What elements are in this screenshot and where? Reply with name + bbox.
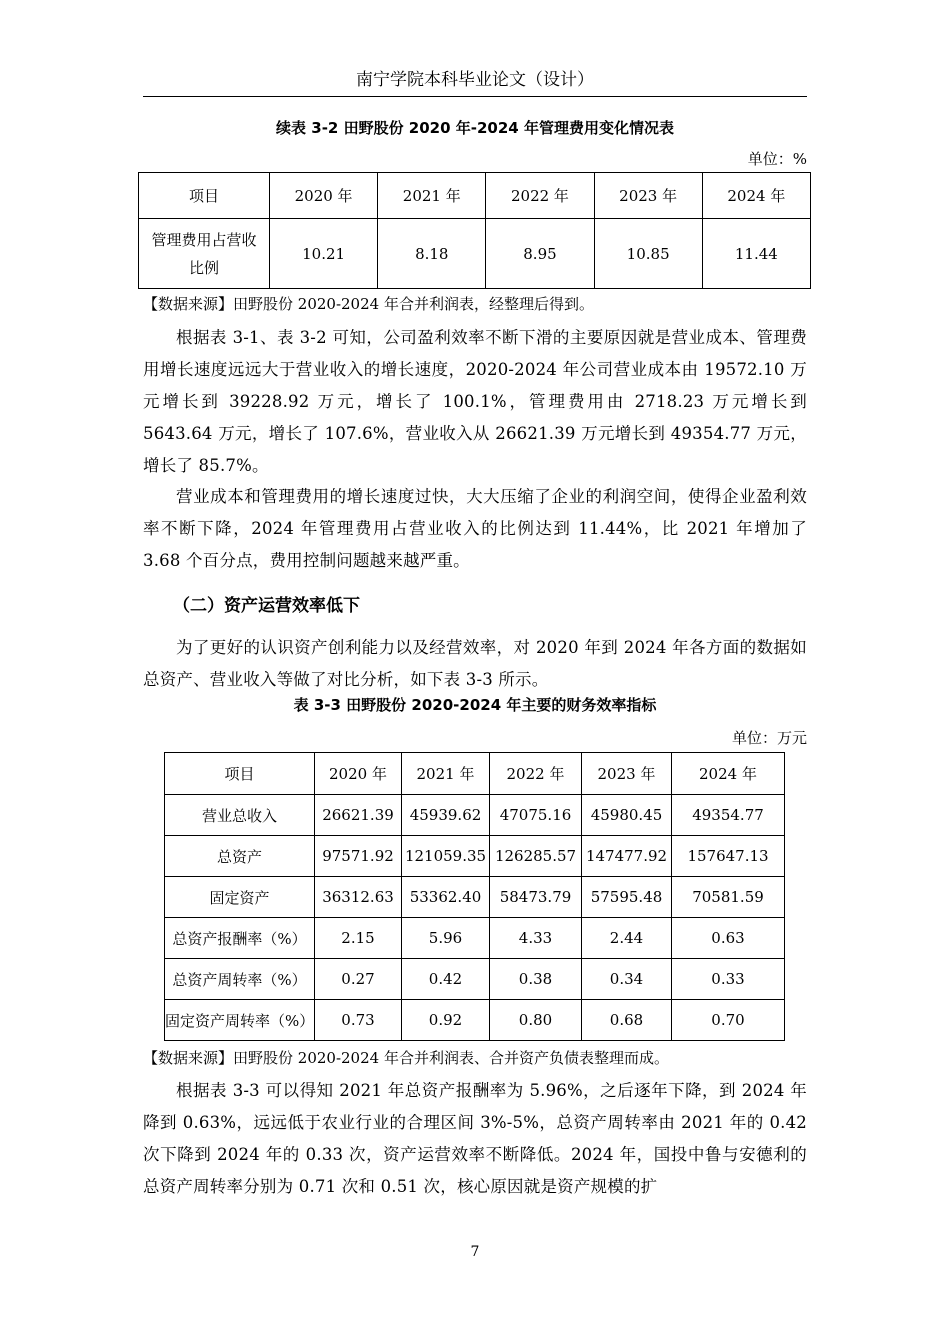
- table2-cell: 0.42: [402, 959, 490, 1000]
- table2-header-cell: 项目: [165, 753, 315, 795]
- table2-cell: 121059.35: [402, 836, 490, 877]
- table2-header-cell: 2021 年: [402, 753, 490, 795]
- table2-cell: 2.15: [315, 918, 402, 959]
- table2-cell: 0.70: [672, 1000, 785, 1041]
- table2-cell: 0.33: [672, 959, 785, 1000]
- table2-unit: 单位：万元: [731, 729, 807, 747]
- table1-cell: 10.21: [270, 219, 378, 289]
- page-number: 7: [470, 1244, 480, 1260]
- table-row: [165, 1000, 785, 1041]
- table2-caption: 表 3-3 田野股份 2020-2024 年主要的财务效率指标: [293, 696, 657, 714]
- table2-cell: 157647.13: [672, 836, 785, 877]
- table2-row-label: 总资产: [165, 836, 315, 877]
- table2-header-cell: 2023 年: [582, 753, 672, 795]
- table2-cell: 0.27: [315, 959, 402, 1000]
- table1-header-cell: 2023 年: [594, 173, 702, 219]
- table2-cell: 70581.59: [672, 877, 785, 918]
- body-paragraph: 营业成本和管理费用的增长速度过快，大大压缩了企业的利润空间，使得企业盈利效率不断下降，2024 年管理费用占营业收入的比例达到 11.44%，比 2021 年增加了 3.68 个百分点，费用控制问题越来越严重。: [143, 487, 807, 570]
- table2-cell: 5.96: [402, 918, 490, 959]
- table2-cell: 0.92: [402, 1000, 490, 1041]
- table2-row-label: 总资产报酬率（%）: [165, 918, 315, 959]
- table1-header-cell: 2020 年: [270, 173, 378, 219]
- table1-header-row: [139, 173, 811, 219]
- table-row: [165, 918, 785, 959]
- table2-cell: 36312.63: [315, 877, 402, 918]
- table2-cell: 49354.77: [672, 795, 785, 836]
- table2-row-label: 总资产周转率（%）: [165, 959, 315, 1000]
- table1-cell: 8.95: [486, 219, 594, 289]
- table2-cell: 45939.62: [402, 795, 490, 836]
- page-header: 南宁学院本科毕业论文（设计）: [143, 64, 807, 97]
- table2-header-cell: 2022 年: [490, 753, 582, 795]
- table2-cell: 0.34: [582, 959, 672, 1000]
- table2-header-cell: 2020 年: [315, 753, 402, 795]
- table2-cell: 47075.16: [490, 795, 582, 836]
- table1-header-cell: 2024 年: [702, 173, 810, 219]
- table1-cell: 10.85: [594, 219, 702, 289]
- table2-cell: 0.68: [582, 1000, 672, 1041]
- table2-row-label: 固定资产: [165, 877, 315, 918]
- table2-row-label: 营业总收入: [165, 795, 315, 836]
- table2-cell: 2.44: [582, 918, 672, 959]
- section-heading: （二）资产运营效率低下: [173, 596, 360, 616]
- body-paragraph: 根据表 3-3 可以得知 2021 年总资产报酬率为 5.96%，之后逐年下降，到 2024 年降到 0.63%，远远低于农业行业的合理区间 3%-5%，总资产周转率由 2021 年的 0.42 次下降到 2024 年的 0.33 次，资产运营效率不断降低。2024 年，国投中鲁与安德利的总资产周转率分别为 0.71 次和 0.51 次，核心原因就是资产规模的扩: [143, 1081, 807, 1196]
- table2-cell: 147477.92: [582, 836, 672, 877]
- table1-header-cell: 项目: [139, 173, 270, 219]
- table1-cell: 11.44: [702, 219, 810, 289]
- table2-cell: 53362.40: [402, 877, 490, 918]
- table2-cell: 45980.45: [582, 795, 672, 836]
- table2-cell: 57595.48: [582, 877, 672, 918]
- table2-cell: 0.80: [490, 1000, 582, 1041]
- table2-cell: 126285.57: [490, 836, 582, 877]
- table1: [138, 172, 811, 289]
- table2-cell: 58473.79: [490, 877, 582, 918]
- table2: [164, 752, 785, 1041]
- table-row: [165, 795, 785, 836]
- table1-header-cell: 2021 年: [378, 173, 486, 219]
- table2-cell: 0.38: [490, 959, 582, 1000]
- table2-source-note: 【数据来源】田野股份 2020-2024 年合并利润表、合并资产负债表整理而成。: [143, 1049, 669, 1067]
- table2-cell: 0.73: [315, 1000, 402, 1041]
- table1-source-note: 【数据来源】田野股份 2020-2024 年合并利润表，经整理后得到。: [143, 295, 594, 313]
- table1-caption: 续表 3-2 田野股份 2020 年-2024 年管理费用变化情况表: [276, 119, 674, 137]
- table1-unit: 单位：%: [747, 150, 807, 168]
- table2-cell: 97571.92: [315, 836, 402, 877]
- body-paragraph: 为了更好的认识资产创利能力以及经营效率，对 2020 年到 2024 年各方面的数据如总资产、营业收入等做了对比分析，如下表 3-3 所示。: [143, 638, 807, 689]
- table2-cell: 0.63: [672, 918, 785, 959]
- table2-header-row: [165, 753, 785, 795]
- table2-cell: 26621.39: [315, 795, 402, 836]
- table2-row-label: 固定资产周转率（%）: [165, 1000, 315, 1041]
- table2-cell: 4.33: [490, 918, 582, 959]
- table-row: [139, 219, 811, 289]
- table1-header-cell: 2022 年: [486, 173, 594, 219]
- table1-cell: 8.18: [378, 219, 486, 289]
- table-row: [165, 959, 785, 1000]
- table1-row-label: 管理费用占营收比例: [139, 219, 270, 289]
- body-paragraph: 根据表 3-1、表 3-2 可知，公司盈利效率不断下滑的主要原因就是营业成本、管理费用增长速度远远大于营业收入的增长速度，2020-2024 年公司营业成本由 19572.10 万元增长到 39228.92 万元，增长了 100.1%，管理费用由 2718.23 万元增长到 5643.64 万元，增长了 107.6%，营业收入从 26621.39 万元增长到 49354.77 万元，增长了 85.7%。: [143, 328, 807, 475]
- table-row: [165, 877, 785, 918]
- table-row: [165, 836, 785, 877]
- table2-header-cell: 2024 年: [672, 753, 785, 795]
